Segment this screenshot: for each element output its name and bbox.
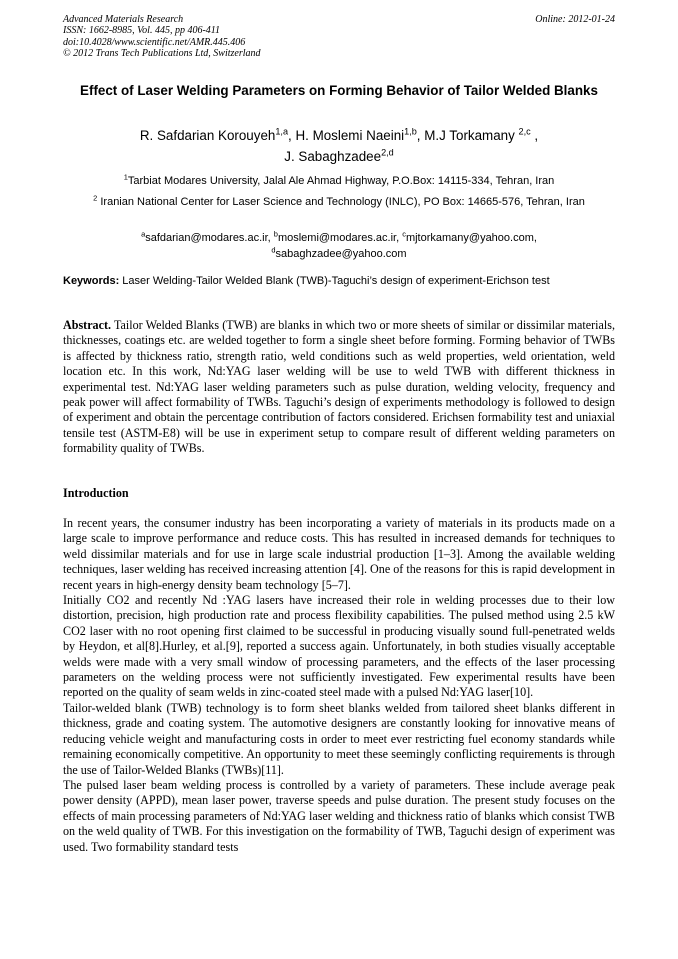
issn-line: ISSN: 1662-8985, Vol. 445, pp 406-411 [63,25,221,37]
copyright-line: © 2012 Trans Tech Publications Ltd, Switzerland [63,47,261,59]
body-paragraph: In recent years, the consumer industry has been incorporating a variety of materials in its products made on a large scale to improve performance and reduce costs. This has resulted in increased demands for techniques to weld dissimilar materials and for use in large scale industrial production [1–3]. Among the available welding techniques, laser welding has received increasing attention [4]. One of the reasons for this is rapid development in recent years in high-energy density beam technology [5–7]. [63,516,615,592]
introduction-heading: Introduction [63,486,129,500]
affiliation-2: $^2$ Iranian National Center for Laser Science and Technology (INLC), PO Box: 14665-576, Tehran, Iran [93,193,585,208]
introduction-body [63,516,615,855]
author-affil-mark: 2,d [381,147,394,158]
keywords-text: Laser Welding-Tailor Welded Blank (TWB)-Taguchi’s design of experiment-Erichson test [119,275,550,287]
doi-line: doi:10.4028/www.scientific.net/AMR.445.406 [63,36,246,48]
keywords-label: Keywords: [63,275,120,287]
author-name: M.J Torkamany [424,128,519,143]
author-name: H. Moslemi Naeini [295,128,405,143]
running-header [63,14,615,59]
author-emails: $^a$safdarian@modares.ac.ir, $^b$moslemi@modares.ac.ir, $^c$mjtorkamany@yahoo.com, $^d$sabaghzadee@yahoo.com [141,229,537,260]
online-date: Online: 2012-01-24 [535,14,615,25]
abstract-label: Abstract. [63,318,112,332]
author-name: R. Safdarian Korouyeh [139,128,276,143]
email-address[interactable]: safdarian@modares.ac.ir, [145,232,274,244]
author-list: R. Safdarian Korouyeh$^{1,a}$, H. Moslemi Naeini$^{1,b}$, M.J Torkamany $^{2,c}$ , J. Sabaghzadee$^{2,d}$ [139,126,539,164]
email-address[interactable]: mjtorkamany@yahoo.com, [405,232,537,244]
author-affil-mark: 1,a [275,126,289,137]
author-affil-mark: 2,c [518,126,531,137]
journal-name: Advanced Materials Research [63,14,184,25]
abstract-text: Tailor Welded Blanks (TWB) are blanks in which two or more sheets of similar or dissimilar materials, thicknesses, coatings etc. are welded together to form a single sheet before forming. Forming behavior of TWBs is affected by thickness ratio, strength ratio, weld conditions such as weld properties, weld orientation, weld location etc. In this work, Nd:YAG laser welding will be use to weld TWB with different thickness in experimental test. Nd:YAG laser welding parameters such as pulse duration, welding velocity, frequency and peak power will affect formability of TWBs. Taguchi’s design of experiments methodology is followed to design of experiment and obtain the percentage contribution of factors considered. Erichsen formability test and uniaxial tensile test (ASTM-E8) will be use in experiment setup to compare result of different welding parameters on formability quality of TWBs. [63,318,615,456]
body-paragraph: The pulsed laser beam welding process is controlled by a variety of parameters. These include average peak power density (APPD), mean laser power, traverse speeds and pulse duration. The present study focuses on the effects of main processing parameters of Nd:YAG laser welding and thickness ratio of blanks which consist TWB on the weld quality of TWB. For this investigation on the formability of TWB, Taguchi design of experiment was used. Two formability standard tests [63,777,615,854]
author-affil-mark: 1,b [404,126,417,137]
email-address[interactable]: sabaghzadee@yahoo.com [275,248,407,260]
body-paragraph: Tailor-welded blank (TWB) technology is to form sheet blanks welded from tailored sheet blanks different in thickness, grade and coating system. The automotive designers are constantly looking for innovative means of reducing vehicle weight and manufacturing costs in order to meet ever restricting fuel economy standards while remaining economically competitive. An opportunity to meet these seemingly conflicting requirements is through the use of Tailor-Welded Blanks (TWBs)[11]. [63,700,615,777]
abstract [63,318,615,457]
paper-title: Effect of Laser Welding Parameters on Forming Behavior of Tailor Welded Blanks [80,83,598,98]
affiliation-1: $^1$Tarbiat Modares University, Jalal Ale Ahmad Highway, P.O.Box: 14115-334, Tehran, Iran [123,172,555,187]
email-address[interactable]: moslemi@modares.ac.ir, [277,232,403,244]
keywords [63,274,615,289]
author-name: J. Sabaghzadee [284,149,382,164]
body-paragraph: Initially CO2 and recently Nd :YAG lasers have increased their role in welding processes due to their low distortion, precision, high production rate and process flexibility capabilities. The pulsed method using 2.5 kW CO2 laser with no root opening first claimed to be successful in producing visually sound full-penetrated welds by Heydon, et al[8].Hurley, et al.[9], reported a success again. Unfortunately, in both studies visually acceptable welds were made with a very small window of processing parameters, and the effects of the laser processing parameters on the welding process were not sufficiently investigated. Few experimental results have been reported on the quality of seam welds in zinc-coated steel made with a pulsed Nd:YAG laser[10]. [63,593,615,700]
